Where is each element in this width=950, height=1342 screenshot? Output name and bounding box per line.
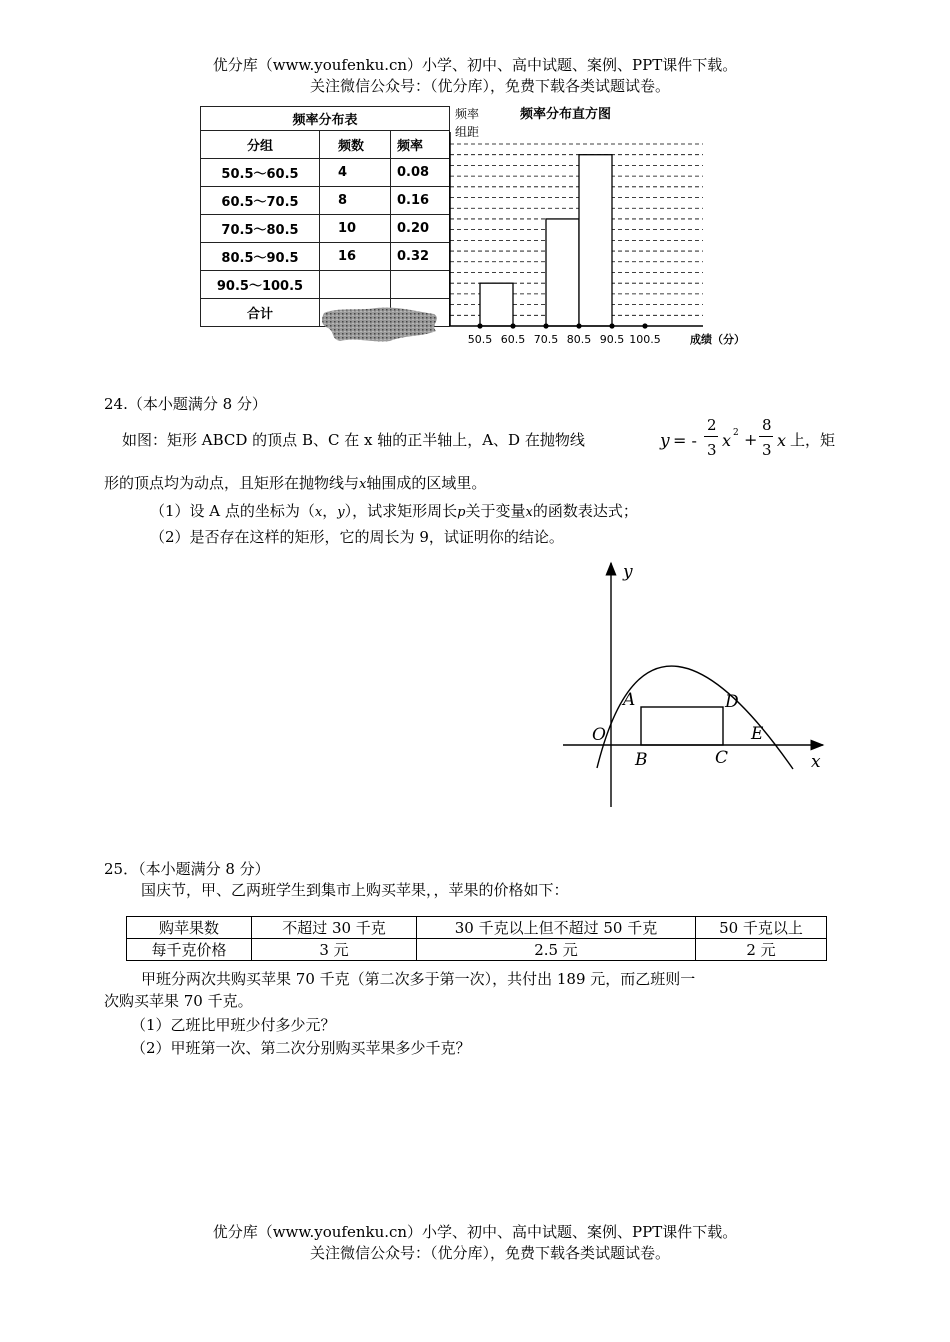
table-row (127, 917, 827, 939)
label-e: E (751, 724, 764, 744)
histogram-xlabel: 成绩（分） (690, 333, 745, 346)
eq-exponent: 2 (733, 428, 739, 438)
eq-x-squared-base: x (722, 431, 732, 450)
q24-p1-a: （1）设 A 点的坐标为（ (150, 502, 315, 520)
table-header: 30 千克以上但不超过 50 千克 (417, 917, 696, 939)
q25-text-line1: 甲班分两次共购买苹果 70 千克（第二次多于第一次），共付出 189 元，而乙班则一 (141, 970, 696, 988)
eq-den1: 3 (707, 441, 717, 459)
footer-line-2-text: 关注微信公众号：（优分库），免费下载各类试题试卷。 (309, 1244, 670, 1262)
header-line-2-text: 关注微信公众号：（优分库），免费下载各类试题试卷。 (309, 77, 670, 95)
histogram-tick-dot (576, 323, 581, 328)
table-row (201, 187, 450, 215)
histogram-title: 频率分布直方图 (520, 107, 612, 122)
table-cell: 0.32 (391, 243, 450, 271)
label-c: C (715, 748, 729, 768)
table-cell (320, 271, 391, 299)
q24-intro-c-end: 轴围成的区域里。 (366, 474, 487, 492)
parabola-equation (658, 414, 798, 464)
eq-fraction-bar-1 (704, 436, 718, 437)
label-y: y (623, 562, 633, 582)
q24-p1-x: x (314, 505, 323, 520)
q24-p1-comma: ， (322, 502, 338, 520)
table-cell: 0.20 (391, 215, 450, 243)
table-row (127, 939, 827, 961)
histogram-tick-label: 60.5 (500, 333, 526, 346)
table-header: 不超过 30 千克 (252, 917, 417, 939)
eq-y: y (660, 431, 670, 451)
table-cell: 合计 (201, 299, 320, 327)
table-cell: 2 元 (696, 939, 827, 961)
table-cell: 4 (320, 159, 391, 187)
histogram-bar (546, 219, 579, 326)
frequency-table-title: 频率分布表 (201, 107, 450, 131)
histogram-tick-dot (477, 323, 482, 328)
table-cell: 10 (320, 215, 391, 243)
q24-part2: （2）是否存在这样的矩形，它的周长为 9，试证明你的结论。 (150, 528, 564, 546)
eq-num2: 8 (762, 416, 772, 434)
table-row (201, 215, 450, 243)
histogram-tick-dot (642, 323, 647, 328)
histogram-tick-label: 50.5 (467, 333, 493, 346)
q25-part2: （2）甲班第一次、第二次分别购买苹果多少千克？ (131, 1039, 471, 1057)
rectangle-abcd (641, 707, 723, 745)
label-o: O (592, 725, 606, 745)
eq-plus: + (744, 430, 758, 449)
table-row (201, 159, 450, 187)
q25-title: 25．（本小题满分 8 分） (104, 860, 270, 878)
table-header: 购苹果数 (127, 917, 252, 939)
q24-p1-y: y (337, 505, 345, 520)
table-cell: 16 (320, 243, 391, 271)
histogram-ylabel-top: 频率 (455, 107, 480, 121)
table-row (201, 243, 450, 271)
q24-intro-c-x: x (359, 477, 367, 492)
q24-part1 (150, 499, 638, 525)
histogram-tick-label: 70.5 (533, 333, 559, 346)
q24-p1-c: 关于变量 (465, 502, 526, 520)
parabola-curve (597, 666, 793, 769)
q24-intro-line1 (122, 428, 585, 452)
table-cell: 0.08 (391, 159, 450, 187)
table-cell: 每千克价格 (127, 939, 252, 961)
histogram-bar (480, 283, 513, 326)
label-b: B (635, 750, 648, 770)
table-cell: 70.5～80.5 (201, 215, 320, 243)
eq-x: x (777, 431, 787, 450)
q25-intro: 国庆节，甲、乙两班学生到集市上购买苹果，，苹果的价格如下： (141, 881, 569, 899)
table-cell (391, 271, 450, 299)
table-header: 频率 (391, 131, 450, 159)
histogram-tick-dot (510, 323, 515, 328)
label-a: A (623, 690, 636, 710)
q25-part1: （1）乙班比甲班少付多少元？ (131, 1016, 336, 1034)
table-header: 频数 (320, 131, 391, 159)
ink-blot-mark (318, 305, 442, 343)
eq-equals-minus: = - (673, 431, 697, 450)
q24-p1-b: ），试求矩形周长 (344, 502, 458, 520)
q24-p1-p: p (457, 505, 466, 520)
table-header: 50 千克以上 (696, 917, 827, 939)
table-cell: 80.5～90.5 (201, 243, 320, 271)
histogram-bar (579, 155, 612, 326)
eq-den2: 3 (762, 441, 772, 459)
header-line-1: 优分库（www.youfenku.cn）小学、初中、高中试题、案例、PPT课件下载。 (212, 56, 738, 74)
table-header: 分组 (201, 131, 320, 159)
q24-intro-c: 形的顶点均为动点，且矩形在抛物线与 (104, 474, 360, 492)
q24-intro-a: 如图：矩形 ABCD 的顶点 B、C 在 x 轴的正半轴上，A、D 在抛物线 (122, 431, 585, 449)
q24-p1-d: 的函数表达式； (532, 502, 638, 520)
label-d: D (725, 692, 739, 712)
histogram-tick-label: 80.5 (566, 333, 592, 346)
frequency-table (200, 106, 450, 327)
histogram-tick-dot (543, 323, 548, 328)
q24-p1-x2: x (525, 505, 533, 520)
q24-intro-b: 上，矩 (790, 431, 836, 449)
table-cell: 8 (320, 187, 391, 215)
label-x: x (811, 752, 821, 772)
footer-line-2 (0, 1243, 950, 1263)
eq-fraction-bar-2 (759, 436, 773, 437)
q25-text-line2: 次购买苹果 70 千克。 (104, 992, 253, 1010)
price-table (126, 916, 827, 961)
table-cell: 60.5～70.5 (201, 187, 320, 215)
histogram-tick-dot (609, 323, 614, 328)
eq-num1: 2 (707, 416, 717, 434)
table-cell: 3 元 (252, 939, 417, 961)
table-cell: 90.5～100.5 (201, 271, 320, 299)
histogram-chart (445, 100, 765, 350)
table-row (201, 271, 450, 299)
histogram-ylabel-bottom: 组距 (455, 125, 480, 139)
q24-title: 24.（本小题满分 8 分） (104, 395, 267, 413)
footer-line-1: 优分库（www.youfenku.cn）小学、初中、高中试题、案例、PPT课件下载。 (212, 1223, 738, 1241)
table-cell: 2.5 元 (417, 939, 696, 961)
header-line-2 (0, 76, 950, 96)
table-cell: 0.16 (391, 187, 450, 215)
q24-intro-line2 (104, 471, 486, 497)
histogram-tick-label: 100.5 (629, 333, 661, 346)
parabola-graph (555, 555, 845, 815)
histogram-tick-label: 90.5 (599, 333, 625, 346)
table-cell: 50.5～60.5 (201, 159, 320, 187)
